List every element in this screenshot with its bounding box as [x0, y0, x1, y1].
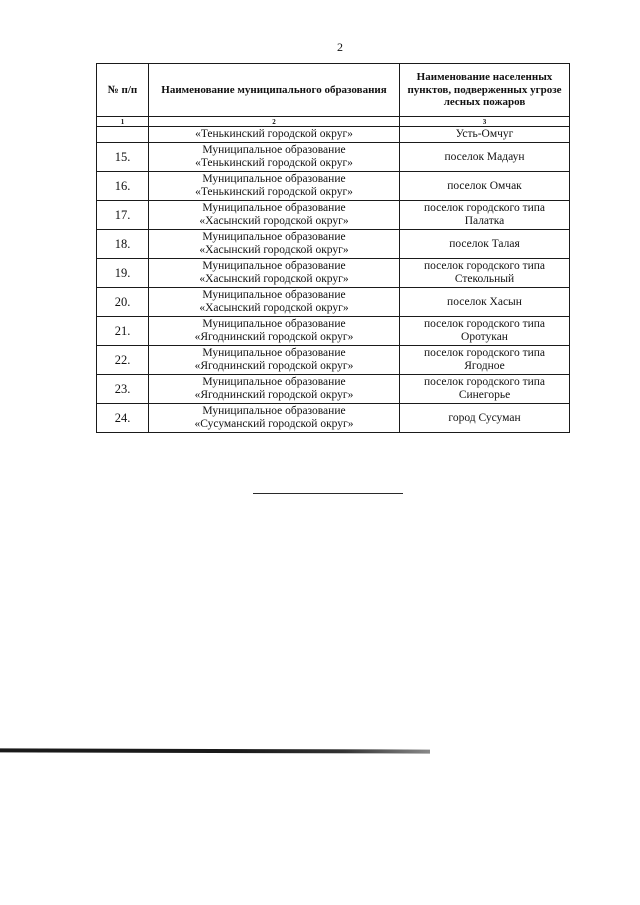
row-municipality — [149, 230, 400, 259]
table-row — [97, 143, 570, 172]
row-settlement — [400, 288, 570, 317]
table-row — [97, 346, 570, 375]
municipality-line: «Хасынский городской округ» — [199, 273, 349, 285]
settlement-line: поселок городского типа — [423, 347, 546, 359]
row-municipality — [149, 375, 400, 404]
settlement-line: поселок городского типа — [423, 376, 546, 388]
row-num: 21. — [97, 317, 149, 346]
row-num: 15. — [97, 143, 149, 172]
row-settlement — [400, 317, 570, 346]
settlement-line: поселок Хасын — [447, 295, 522, 308]
row-num: 16. — [97, 172, 149, 201]
municipality-line: Муниципальное образование — [202, 318, 346, 330]
column-index: 3 — [400, 117, 570, 127]
row-municipality — [149, 346, 400, 375]
settlement-line: Оротукан — [461, 331, 508, 343]
header-num: № п/п — [97, 64, 149, 117]
table-row — [97, 404, 570, 433]
row-num: 24. — [97, 404, 149, 433]
page-number: 2 — [337, 40, 343, 54]
header-municipality: Наименование муниципального образования — [149, 64, 400, 117]
row-municipality — [149, 288, 400, 317]
settlement-line: поселок Омчак — [447, 179, 522, 192]
settlements-table — [96, 63, 570, 433]
settlement-line: город Сусуман — [448, 411, 521, 424]
municipality-line: «Тенькинский городской округ» — [195, 186, 353, 198]
table-row — [97, 317, 570, 346]
row-settlement — [400, 143, 570, 172]
column-index: 2 — [149, 117, 400, 127]
municipality-line: «Тенькинский городской округ» — [195, 157, 353, 169]
municipality-line: Муниципальное образование — [202, 144, 346, 156]
settlement-line: поселок Мадаун — [444, 150, 525, 163]
settlement-line: Палатка — [464, 215, 505, 227]
municipality-line: Муниципальное образование — [202, 202, 346, 214]
row-municipality — [149, 201, 400, 230]
settlement-line: поселок городского типа — [423, 260, 546, 272]
row-num: 23. — [97, 375, 149, 404]
row-municipality — [149, 172, 400, 201]
end-divider — [253, 493, 403, 494]
table-row — [97, 172, 570, 201]
row-settlement — [400, 259, 570, 288]
row-settlement — [400, 230, 570, 259]
row-settlement — [400, 172, 570, 201]
table-row — [97, 201, 570, 230]
table-row — [97, 375, 570, 404]
row-num: 17. — [97, 201, 149, 230]
row-settlement — [400, 404, 570, 433]
bottom-scan-rule — [0, 748, 430, 753]
table-row — [97, 288, 570, 317]
row-num: 22. — [97, 346, 149, 375]
settlement-line: поселок городского типа — [423, 202, 546, 214]
municipality-line: Муниципальное образование — [202, 376, 346, 388]
table-row — [97, 259, 570, 288]
row-settlement: Усть-Омчуг — [400, 127, 570, 143]
settlement-line: Стекольный — [454, 273, 515, 285]
municipality-line: Муниципальное образование — [202, 289, 346, 301]
municipality-line: «Ягоднинский городской округ» — [194, 360, 354, 372]
municipality-line: «Сусуманский городской округ» — [194, 418, 354, 430]
row-settlement — [400, 375, 570, 404]
municipality-line: Муниципальное образование — [202, 260, 346, 272]
table-row-continuation — [97, 127, 570, 143]
municipality-line: Муниципальное образование — [202, 173, 346, 185]
settlement-line: Синегорье — [458, 389, 511, 401]
municipality-line: Муниципальное образование — [202, 231, 346, 243]
header-settlement: Наименование населенных пунктов, подверженных угрозе лесных пожаров — [400, 64, 570, 117]
column-index-row — [97, 117, 570, 127]
settlement-line: поселок Талая — [449, 237, 520, 250]
table-header-row — [97, 64, 570, 117]
row-num — [97, 127, 149, 143]
row-municipality — [149, 143, 400, 172]
table-row — [97, 230, 570, 259]
row-num: 19. — [97, 259, 149, 288]
municipality-line: «Ягоднинский городской округ» — [194, 389, 354, 401]
row-municipality — [149, 404, 400, 433]
municipality-line: «Хасынский городской округ» — [199, 215, 349, 227]
municipality-line: «Ягоднинский городской округ» — [194, 331, 354, 343]
municipality-line: «Хасынский городской округ» — [199, 244, 349, 256]
row-municipality — [149, 317, 400, 346]
row-settlement — [400, 346, 570, 375]
municipality-line: Муниципальное образование — [202, 347, 346, 359]
row-municipality: «Тенькинский городской округ» — [149, 127, 400, 143]
row-num: 20. — [97, 288, 149, 317]
column-index: 1 — [97, 117, 149, 127]
row-municipality — [149, 259, 400, 288]
settlement-line: Ягодное — [464, 360, 505, 372]
municipality-line: Муниципальное образование — [202, 405, 346, 417]
settlement-line: поселок городского типа — [423, 318, 546, 330]
row-settlement — [400, 201, 570, 230]
municipality-line: «Хасынский городской округ» — [199, 302, 349, 314]
row-num: 18. — [97, 230, 149, 259]
